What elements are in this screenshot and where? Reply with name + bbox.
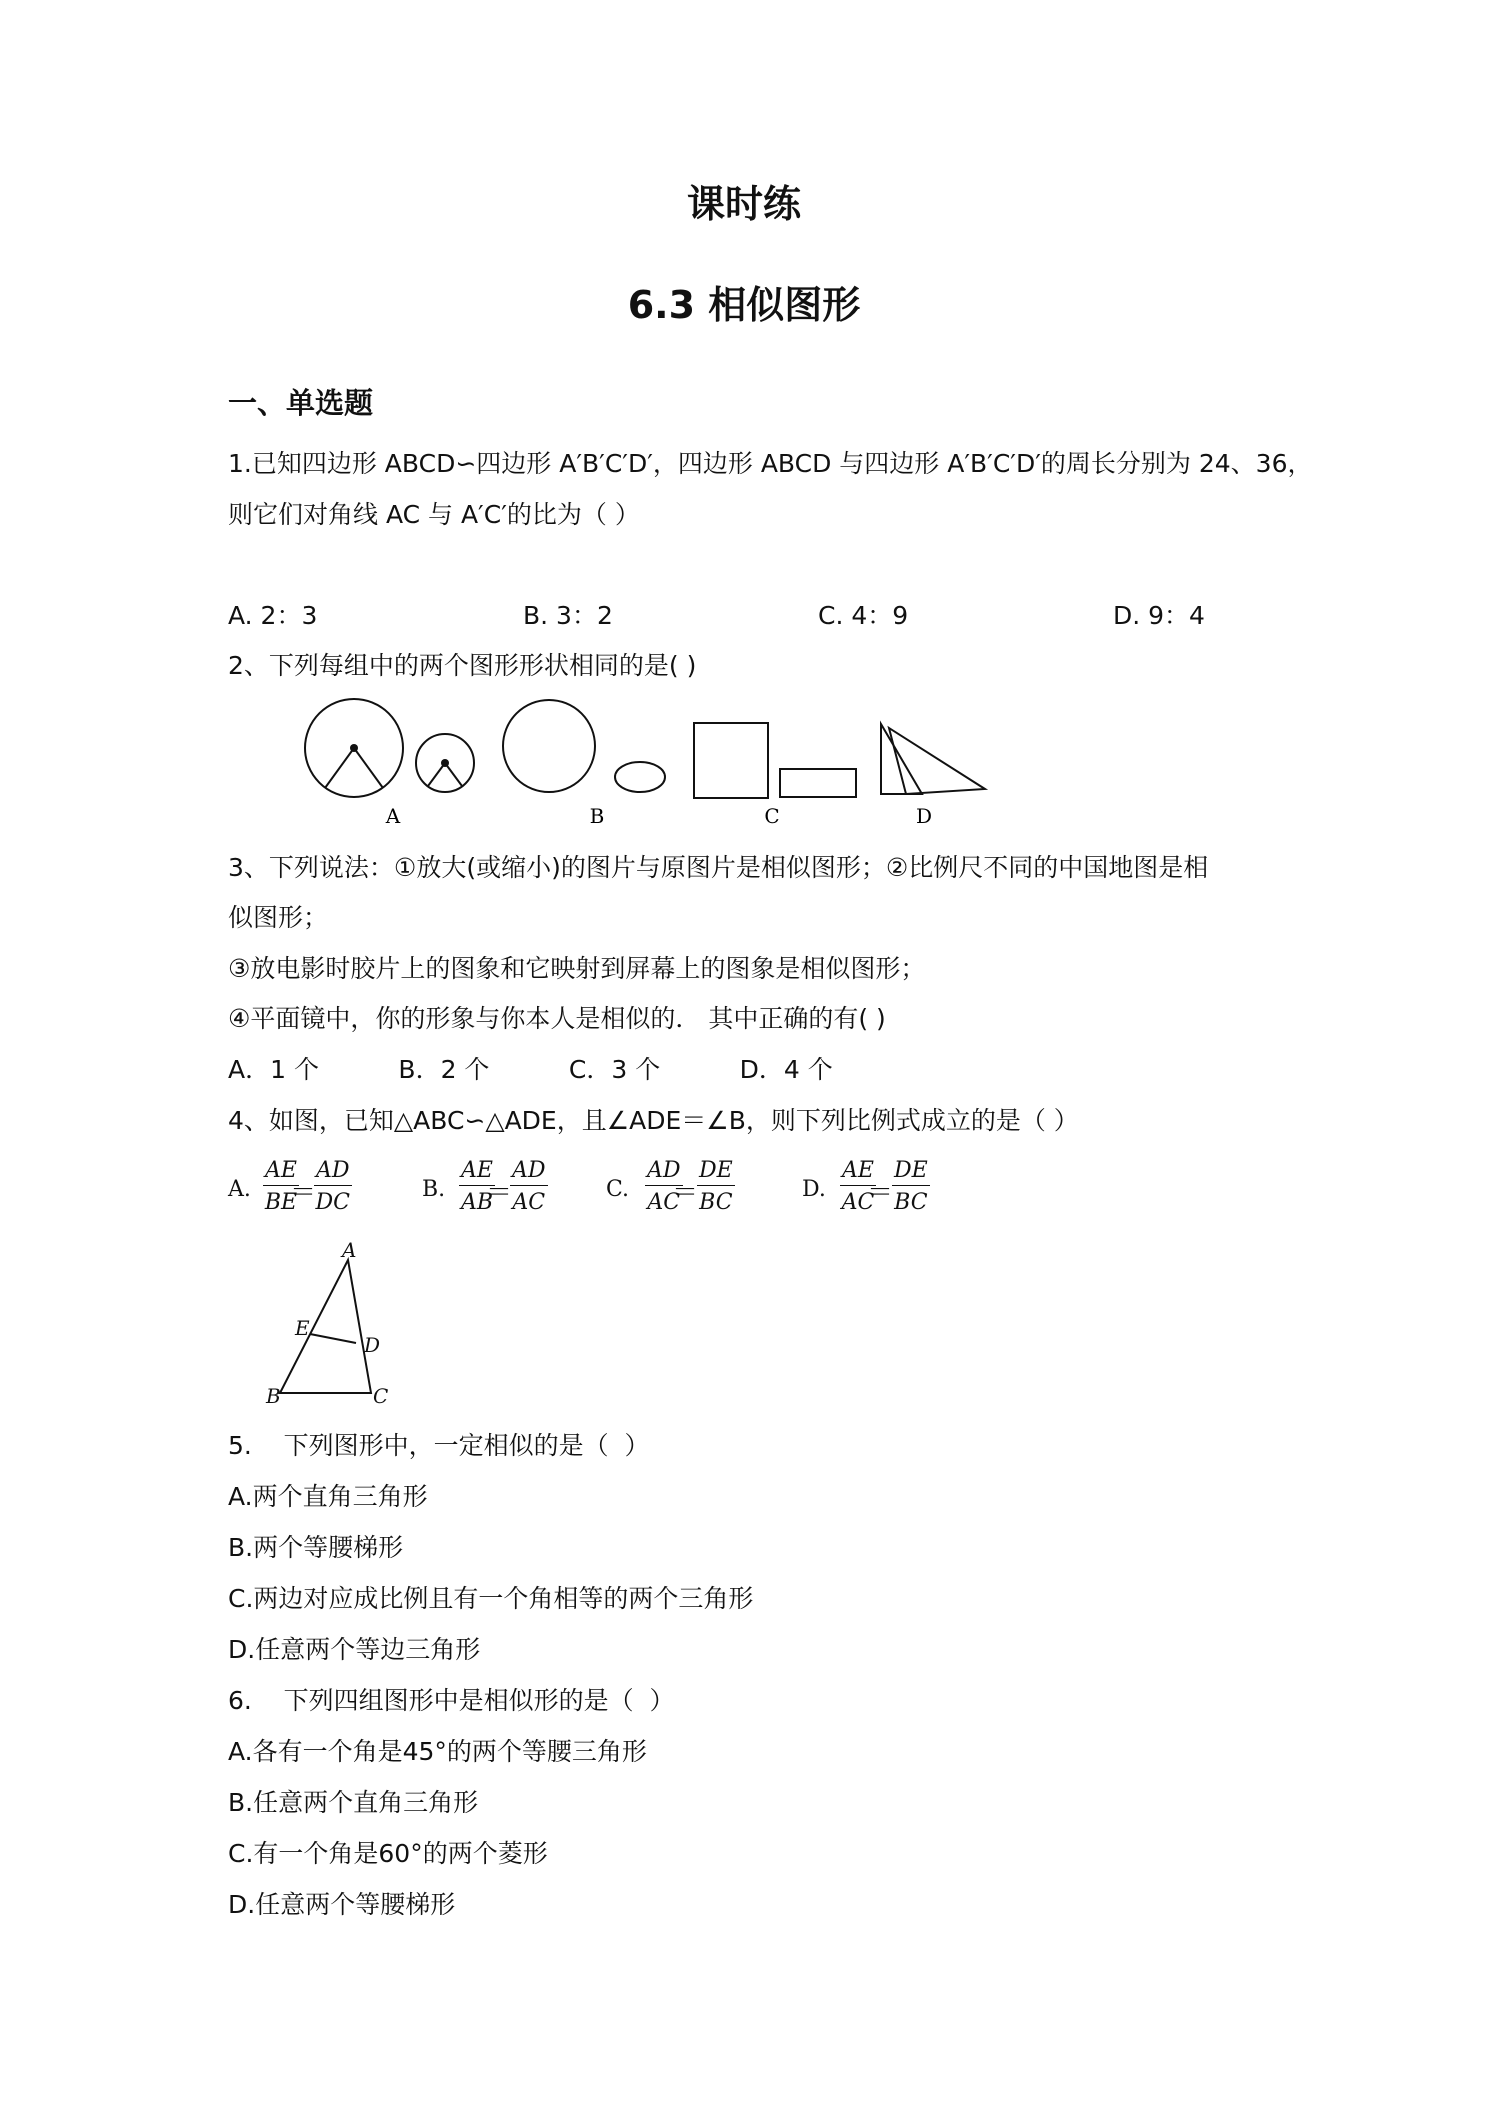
q4-option-b-label: B. (422, 1177, 446, 1202)
q4-option-a-den1: BE (264, 1190, 298, 1216)
q4-triangle-figure (260, 1240, 420, 1415)
q4-option-b-fraction-right (510, 1158, 548, 1216)
q6-option-a: A.各有一个角是45°的两个等腰三角形 (228, 1737, 647, 1766)
q4-option-a-den2: DC (315, 1190, 350, 1216)
q4-option-a-fraction-right (314, 1158, 352, 1216)
q4-option-b-den2: AC (512, 1190, 546, 1216)
q4-option-d-den1: AC (841, 1190, 875, 1216)
q2-figure-c-rectangles (694, 723, 856, 798)
q1-stem-line2: 则它们对角线 AC 与 A′C′的比为（ ） (228, 500, 640, 529)
q3-stem-line2: 似图形； (228, 903, 329, 932)
q2-figure-a-sectors (305, 699, 474, 797)
q1-option-d: D. 9：4 (1113, 601, 1205, 630)
q4-option-d-num2: DE (892, 1158, 930, 1186)
q2-figure-d-triangles (881, 724, 985, 794)
q4-option-d-den2: BC (894, 1190, 928, 1216)
q4-option-d-fraction-right (892, 1158, 930, 1216)
q4-option-c-den2: BC (699, 1190, 733, 1216)
q5-stem: 5. 下列图形中，一定相似的是（ ） (228, 1431, 650, 1460)
lesson-title: 6.3 相似图形 (627, 283, 861, 327)
q5-option-b: B.两个等腰梯形 (228, 1533, 404, 1562)
q4-option-d-equals: ＝ (867, 1178, 894, 1208)
q2-figures (0, 690, 1488, 840)
q4-option-c-equals: ＝ (672, 1178, 699, 1208)
q4-option-c-num1: AD (645, 1158, 683, 1186)
q4-label-a: A (342, 1240, 357, 1262)
q2-label-d: D (915, 804, 933, 828)
q4-option-c-fraction-right (697, 1158, 735, 1216)
q4-option-b-num2: AD (510, 1158, 548, 1186)
q2-label-c: C (764, 804, 780, 828)
q6-option-b: B.任意两个直角三角形 (228, 1788, 479, 1817)
q1-option-b: B. 3：2 (523, 601, 613, 630)
q4-label-b: B (266, 1384, 281, 1408)
q1-option-a: A. 2：3 (228, 601, 318, 630)
q4-stem: 4、如图，已知△ABC∽△ADE，且∠ADE＝∠B，则下列比例式成立的是（ ） (228, 1106, 1079, 1135)
q4-option-a-num2: AD (314, 1158, 352, 1186)
q6-stem: 6. 下列四组图形中是相似形的是（ ） (228, 1686, 675, 1715)
q2-figure-b-circle-ellipse (503, 700, 665, 792)
q4-option-b-equals: ＝ (486, 1178, 513, 1208)
q1-stem-line1: 1.已知四边形 ABCD∽四边形 A′B′C′D′，四边形 ABCD 与四边形 A′B′C′D′的周长分别为 24、36， (228, 449, 1313, 478)
q4-option-c-num2: DE (697, 1158, 735, 1186)
page-title: 课时练 (686, 182, 801, 226)
q4-option-a-num1: AE (263, 1158, 299, 1186)
q2-stem: 2、下列每组中的两个图形形状相同的是( ) (228, 651, 697, 680)
q4-option-a-equals: ＝ (290, 1178, 317, 1208)
q5-option-c: C.两边对应成比例且有一个角相等的两个三角形 (228, 1584, 754, 1613)
q3-options: A．1 个 B．2 个 C．3 个 D．4 个 (228, 1055, 833, 1084)
q5-option-a: A.两个直角三角形 (228, 1482, 428, 1511)
q4-option-a-label: A. (228, 1177, 251, 1202)
q3-stem-line1: 3、下列说法：①放大(或缩小)的图片与原图片是相似图形；②比例尺不同的中国地图是相 (228, 853, 1209, 882)
q4-option-c-den1: AC (647, 1190, 681, 1216)
q3-stem-line4: ④平面镜中，你的形象与你本人是相似的． 其中正确的有( ) (228, 1004, 886, 1033)
section-title: 一、单选题 (228, 386, 374, 420)
q4-option-b-den1: AB (460, 1190, 493, 1216)
q4-option-d-label: D. (802, 1177, 826, 1202)
q3-stem-line3: ③放电影时胶片上的图象和它映射到屏幕上的图象是相似图形； (228, 954, 926, 983)
q2-label-a: A (385, 804, 401, 828)
q4-label-d: D (364, 1333, 381, 1357)
q5-option-d: D.任意两个等边三角形 (228, 1635, 481, 1664)
q4-label-e: E (295, 1316, 310, 1340)
q4-option-c-label: C. (606, 1177, 630, 1202)
q4-option-d-num1: AE (840, 1158, 876, 1186)
q6-option-d: D.任意两个等腰梯形 (228, 1890, 456, 1919)
q1-option-c: C. 4：9 (818, 601, 909, 630)
q6-option-c: C.有一个角是60°的两个菱形 (228, 1839, 548, 1868)
q2-label-b: B (589, 804, 605, 828)
q4-label-c: C (373, 1384, 389, 1408)
q4-option-b-num1: AE (459, 1158, 495, 1186)
